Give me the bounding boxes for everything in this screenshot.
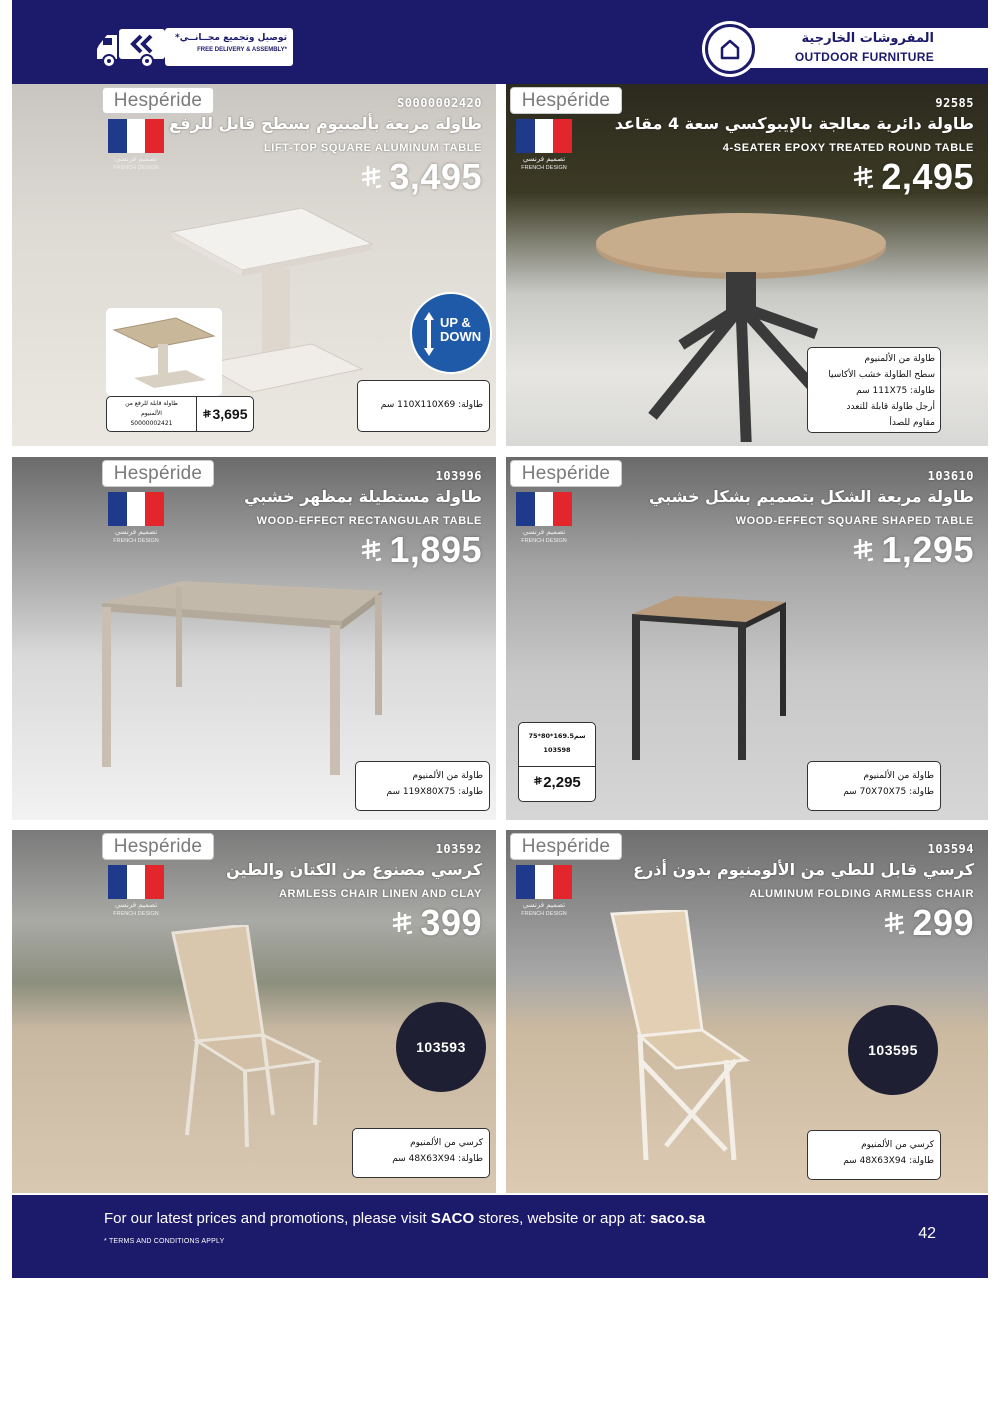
french-design-en: FRENCH DESIGN [113,911,159,917]
spec-line: سطح الطاولة خشب الأكاسيا [828,370,935,380]
brand-logo: Hespéride [510,833,622,860]
saudi-riyal-icon [202,408,212,420]
variant-sku: 103598 [543,746,571,754]
up-down-arrow-icon [422,310,436,358]
french-flag-icon [516,492,572,526]
french-design-ar: تصميم فرنسي [522,528,566,536]
product-card-armless-chair-linen[interactable] [12,830,496,1193]
variant-price [519,767,595,799]
spec-box [807,347,941,433]
product-sku: S0000002420 [397,96,482,110]
french-design-ar: تصميم فرنسي [114,155,158,163]
footer-promo-text [104,1210,705,1227]
french-flag-icon [108,492,164,526]
product-image-square-table [626,592,796,762]
product-image-folding-chair [606,910,766,1170]
variant-sku: S0000002421 [130,420,173,427]
spec-line: طاولة: 48X63X94 سم [392,1154,483,1164]
spec-box [355,761,490,811]
french-flag-icon [108,865,164,899]
product-name-en: WOOD-EFFECT SQUARE SHAPED TABLE [735,515,974,527]
footer-bar [12,1195,988,1278]
product-name-ar: طاولة دائرية معالجة بالإيبوكسي سعة 4 مقاعد [614,114,974,133]
product-sku: 103996 [435,469,482,483]
french-design-ar: تصميم فرنسي [522,155,566,163]
product-price [882,902,974,944]
variant-price-value: 3,695 [212,406,248,422]
variant-image-low-table [106,308,222,396]
spec-line: طاولة من الألمنيوم [863,771,934,781]
french-design-en: FRENCH DESIGN [521,911,567,917]
terms-note: * TERMS AND CONDITIONS APPLY [104,1238,225,1245]
alt-code-badge: 103595 [848,1005,938,1095]
product-name-en: LIFT-TOP SQUARE ALUMINUM TABLE [263,142,482,154]
price-value: 299 [912,902,974,943]
product-name-ar: كرسي مصنوع من الكتان والطين [226,860,482,879]
brand-logo: Hespéride [102,833,214,860]
product-name-en: WOOD-EFFECT RECTANGULAR TABLE [256,515,482,527]
category-title-en: OUTDOOR FURNITURE [794,50,934,64]
price-value: 3,495 [389,156,482,197]
product-card-round-table[interactable] [506,84,988,446]
variant-desc-line2: الألمنيوم [141,410,162,417]
footer-brand: SACO [430,1210,475,1227]
french-flag-icon [108,119,164,153]
french-design-ar: تصميم فرنسي [114,528,158,536]
variant-price-tag [518,722,596,802]
price-value: 2,495 [881,156,974,197]
free-delivery-badge [95,27,295,69]
spec-box [807,1130,941,1180]
product-price [390,902,482,944]
brand-logo: Hespéride [102,460,214,487]
french-flag-icon [516,119,572,153]
spec-box [357,380,490,432]
delivery-text-en: FREE DELIVERY & ASSEMBLY* [197,47,287,53]
saudi-riyal-icon [851,164,875,190]
badge-line1: UP & [440,315,471,330]
page-number: 42 [918,1225,936,1242]
french-design-en: FRENCH DESIGN [113,538,159,544]
spec-line: طاولة: 119X80X75 سم [386,787,483,797]
saudi-riyal-icon [882,910,906,936]
delivery-label [165,28,293,66]
footer-text-mid: stores, website or app at: [474,1210,651,1227]
product-name-ar: طاولة مربعة بألمنيوم بسطح قابل للرفع [169,114,482,133]
french-design-en: FRENCH DESIGN [521,538,567,544]
saudi-riyal-icon [851,537,875,563]
french-design-en: FRENCH DESIGN [113,165,159,171]
price-value: 399 [420,902,482,943]
product-sku: 92585 [935,96,974,110]
home-icon [705,24,755,74]
saudi-riyal-icon [390,910,414,936]
saudi-riyal-icon [359,164,383,190]
product-sku: 103610 [927,469,974,483]
product-card-rectangular-table[interactable] [12,457,496,820]
variant-desc [107,397,197,431]
spec-box [352,1128,490,1178]
variant-price-value: 2,295 [543,774,581,791]
variant-price [197,397,253,431]
spec-box [807,761,941,811]
product-name-en: ALUMINUM FOLDING ARMLESS CHAIR [749,888,974,900]
variant-dims: 75*80*169.5سم [528,732,586,740]
product-name-en: ARMLESS CHAIR LINEN AND CLAY [279,888,482,900]
delivery-text-ar: توصيل وتجميع مجــانــي* [175,33,287,43]
brand-logo: Hespéride [510,460,622,487]
spec-line: مقاوم للصدأ [889,418,935,428]
product-name-ar: طاولة مستطيلة بمظهر خشبي [244,487,482,506]
saudi-riyal-icon [533,775,543,787]
brand-logo: Hespéride [102,87,214,114]
product-price [359,156,482,198]
product-name-ar: كرسي قابل للطي من الألومنيوم بدون أذرع [633,860,974,879]
brand-logo: Hespéride [510,87,622,114]
delivery-truck-icon [95,27,167,69]
price-value: 1,295 [881,529,974,570]
french-design-ar: تصميم فرنسي [522,901,566,909]
variant-price-tag [106,396,254,432]
spec-line: أرجل طاولة قابلة للتعدد [846,402,935,412]
product-image-rectangular-table [92,577,392,777]
saudi-riyal-icon [359,537,383,563]
french-flag-icon [516,865,572,899]
spec-line: طاولة: 70X70X75 سم [843,787,934,797]
product-price [359,529,482,571]
product-image-armless-chair [167,925,337,1150]
spec-line: طاولة: 111X75 سم [856,386,935,396]
product-name-en: 4-SEATER EPOXY TREATED ROUND TABLE [722,142,974,154]
product-sku: 103594 [927,842,974,856]
badge-line2: DOWN [440,329,482,344]
spec-line: كرسي من الألمنيوم [861,1140,934,1150]
product-name-ar: طاولة مربعة الشكل بتصميم بشكل خشبي [648,487,974,506]
french-design-ar: تصميم فرنسي [114,901,158,909]
spec-line: كرسي من الألمنيوم [410,1138,483,1148]
category-title-ar: المفروشات الخارجية [801,31,934,46]
spec-line: طاولة من الألمنيوم [864,354,935,364]
product-card-square-table[interactable] [506,457,988,820]
alt-code-badge: 103593 [396,1002,486,1092]
spec-line: طاولة من الألمنيوم [412,771,483,781]
footer-text-pre: For our latest prices and promotions, please visit [104,1210,431,1227]
up-down-badge [410,292,492,374]
footer-site-link[interactable]: saco.sa [650,1210,706,1227]
category-title [726,28,988,68]
spec-line: طاولة: 110X110X69 سم [380,400,483,410]
product-price [851,529,974,571]
variant-desc-line1: طاولة قابلة للرفع من [125,400,178,407]
product-card-folding-chair[interactable] [506,830,988,1193]
price-value: 1,895 [389,529,482,570]
spec-line: طاولة: 48X63X94 سم [843,1156,934,1166]
product-card-lift-top-table[interactable] [12,84,496,446]
product-sku: 103592 [435,842,482,856]
french-design-en: FRENCH DESIGN [521,165,567,171]
product-price [851,156,974,198]
